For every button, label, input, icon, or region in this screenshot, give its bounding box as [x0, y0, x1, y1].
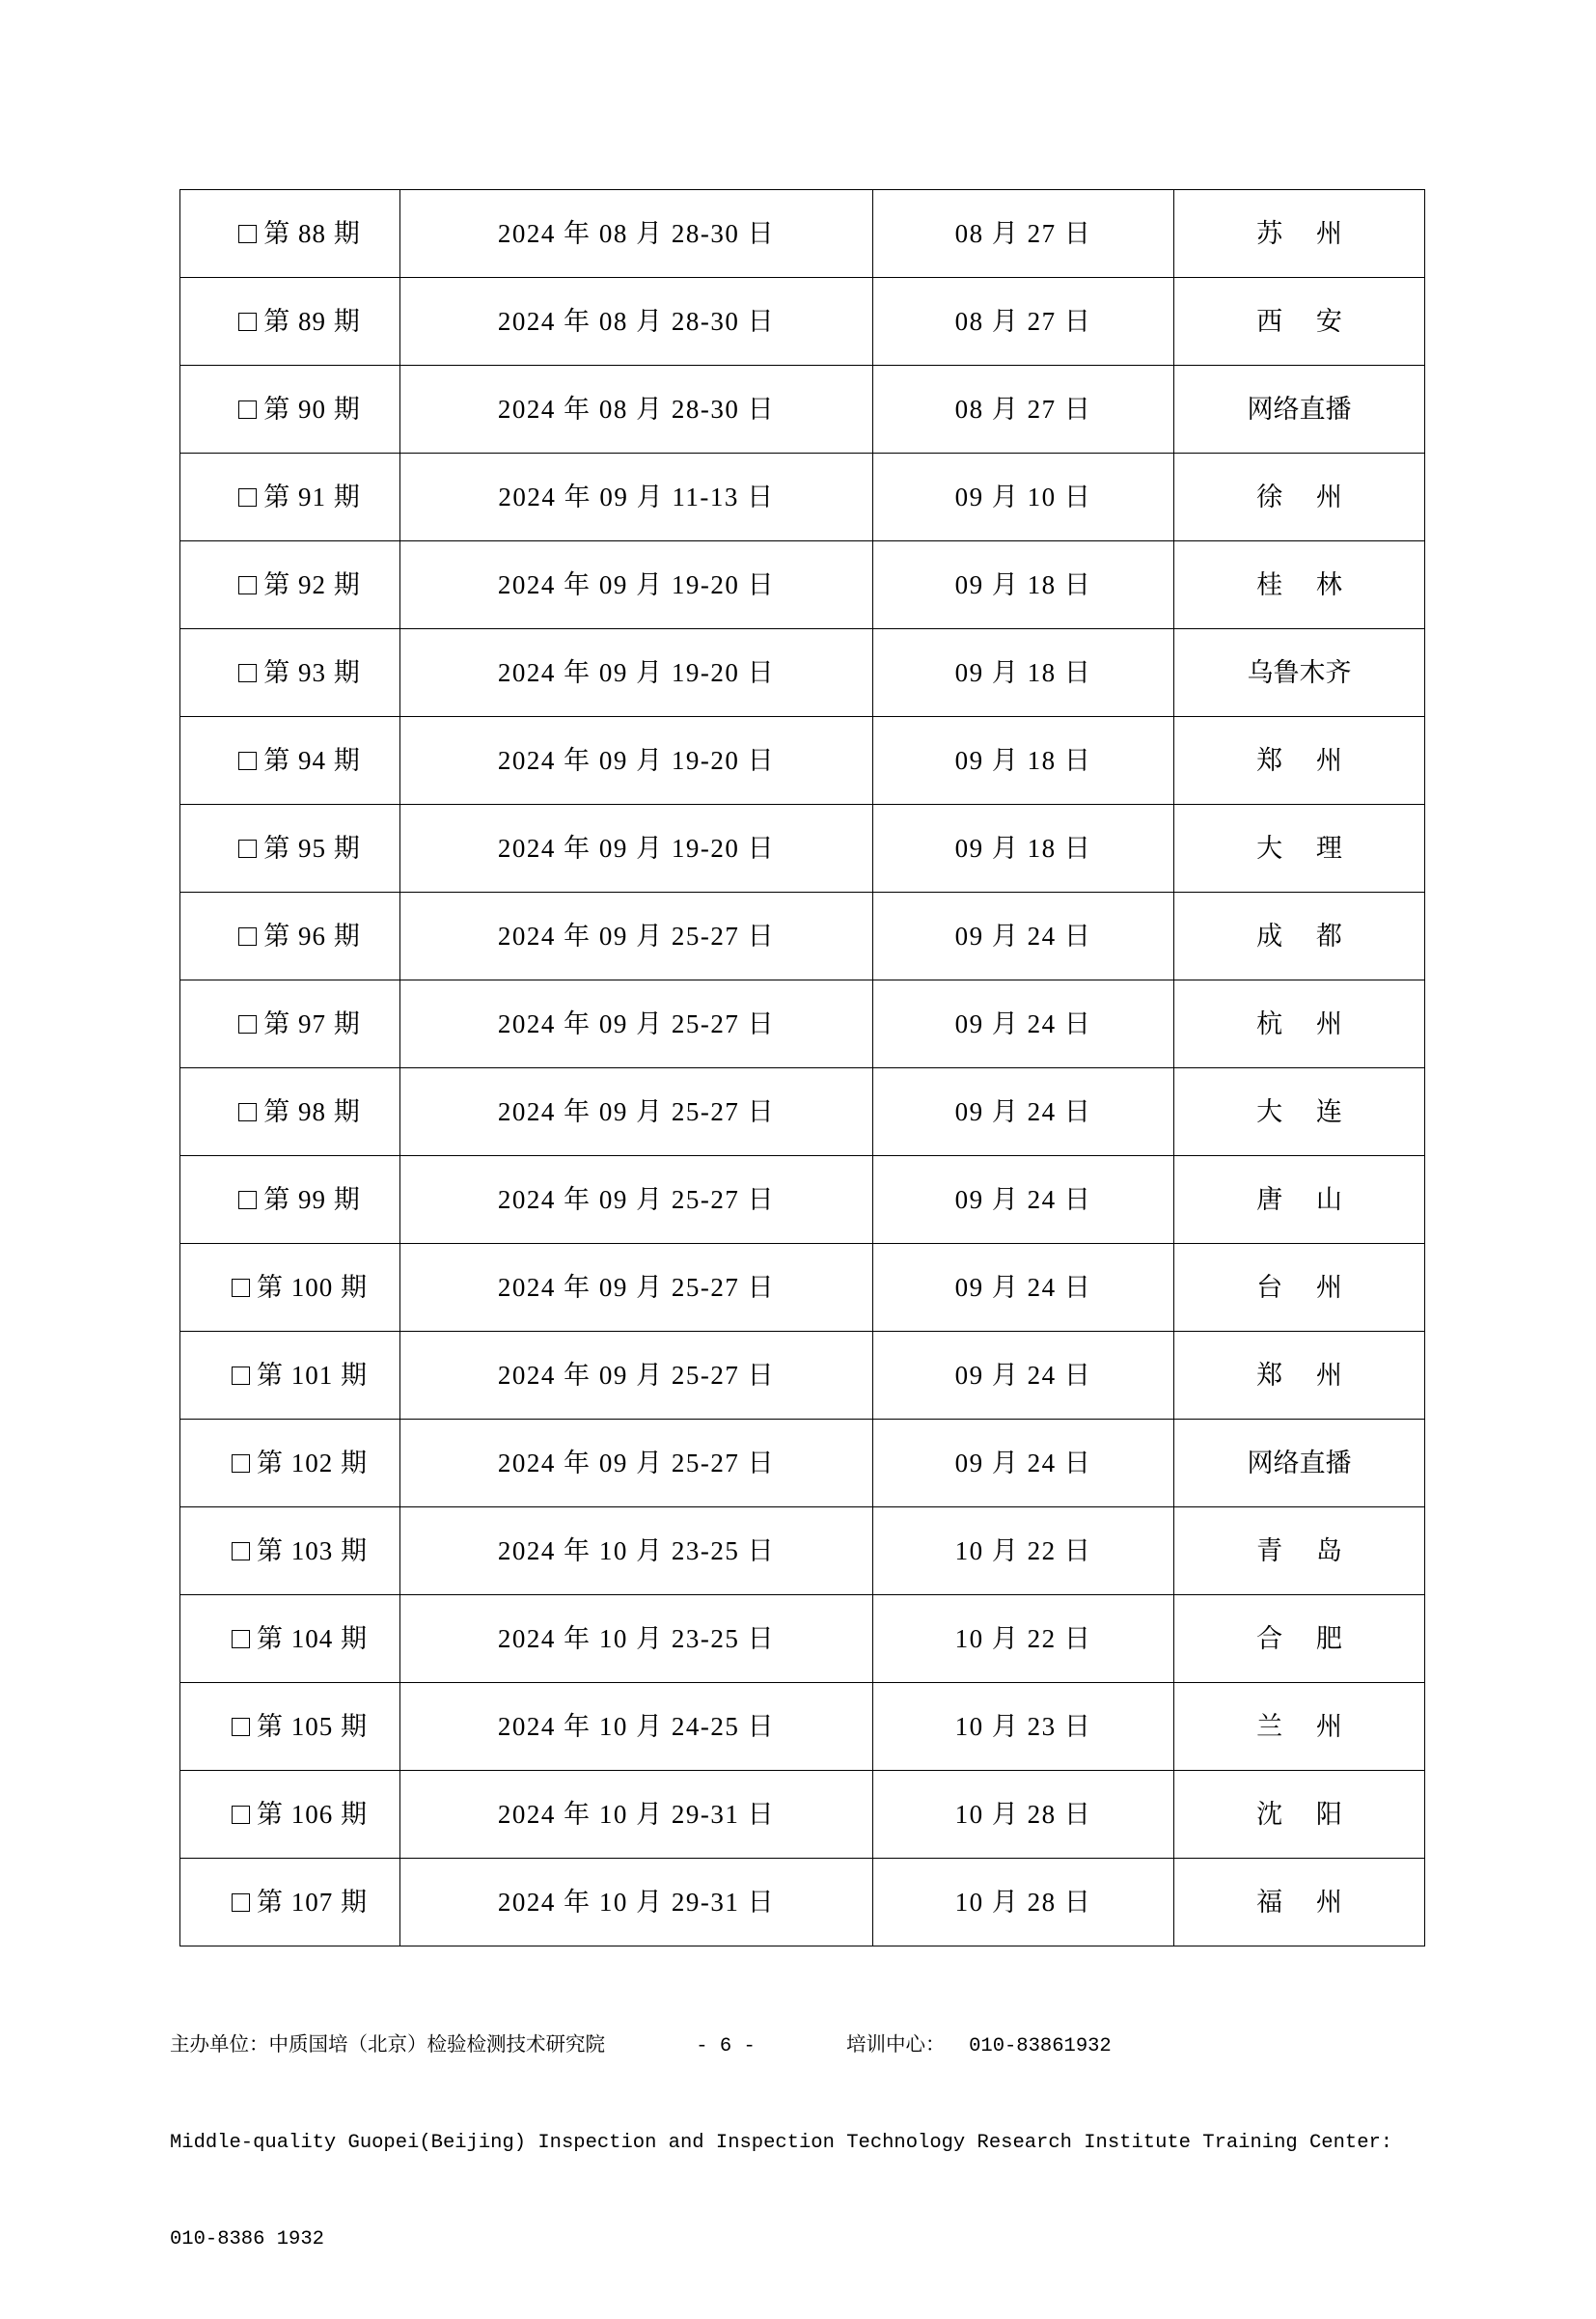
- term-cell: [180, 717, 400, 805]
- report-date-cell: 08 月 27 日: [873, 278, 1174, 366]
- term-cell: [180, 1507, 400, 1595]
- report-date-cell: 10 月 22 日: [873, 1595, 1174, 1683]
- footer-page-number: - 6 -: [696, 2035, 756, 2058]
- city-cell: 唐 山: [1174, 1156, 1425, 1244]
- report-date-cell: 09 月 18 日: [873, 717, 1174, 805]
- report-date-cell: 09 月 24 日: [873, 1068, 1174, 1156]
- table-row: [180, 278, 1425, 366]
- city-cell: 成 都: [1174, 893, 1425, 980]
- term-cell: [180, 1068, 400, 1156]
- city-cell: 郑 州: [1174, 1332, 1425, 1420]
- term-cell: [180, 805, 400, 893]
- term-cell: [180, 278, 400, 366]
- training-dates-cell: 2024 年 09 月 25-27 日: [400, 893, 873, 980]
- report-date-cell: 09 月 18 日: [873, 541, 1174, 629]
- report-date-cell: 09 月 24 日: [873, 893, 1174, 980]
- report-date-cell: 09 月 10 日: [873, 454, 1174, 541]
- term-label: 第 106 期: [257, 1799, 368, 1829]
- term-cell: [180, 454, 400, 541]
- term-label: 第 96 期: [263, 921, 361, 951]
- checkbox-icon[interactable]: [238, 752, 257, 770]
- term-label: 第 94 期: [263, 745, 361, 775]
- training-dates-cell: 2024 年 09 月 25-27 日: [400, 1068, 873, 1156]
- checkbox-icon[interactable]: [232, 1454, 250, 1473]
- term-cell: [180, 541, 400, 629]
- city-cell: 合 肥: [1174, 1595, 1425, 1683]
- term-label: 第 90 期: [263, 394, 361, 424]
- term-label: 第 104 期: [257, 1623, 368, 1653]
- term-cell: [180, 1332, 400, 1420]
- term-label: 第 92 期: [263, 569, 361, 599]
- term-cell: [180, 1244, 400, 1332]
- table-row: [180, 1068, 1425, 1156]
- checkbox-icon[interactable]: [238, 576, 257, 594]
- checkbox-icon[interactable]: [232, 1630, 250, 1648]
- checkbox-icon[interactable]: [232, 1893, 250, 1912]
- term-cell: [180, 1683, 400, 1771]
- training-dates-cell: 2024 年 08 月 28-30 日: [400, 278, 873, 366]
- table-row: [180, 629, 1425, 717]
- training-schedule-table-wrapper: [179, 189, 1424, 1946]
- checkbox-icon[interactable]: [238, 1015, 257, 1034]
- checkbox-icon[interactable]: [232, 1367, 250, 1385]
- term-label: 第 103 期: [257, 1535, 368, 1565]
- table-row: [180, 893, 1425, 980]
- term-cell: [180, 1771, 400, 1859]
- report-date-cell: 10 月 28 日: [873, 1771, 1174, 1859]
- checkbox-icon[interactable]: [232, 1806, 250, 1824]
- report-date-cell: 10 月 28 日: [873, 1859, 1174, 1946]
- term-label: 第 98 期: [263, 1096, 361, 1126]
- city-cell: 徐 州: [1174, 454, 1425, 541]
- term-cell: [180, 980, 400, 1068]
- training-dates-cell: 2024 年 09 月 25-27 日: [400, 1156, 873, 1244]
- term-cell: [180, 1420, 400, 1507]
- table-row: [180, 1420, 1425, 1507]
- city-cell: 苏 州: [1174, 190, 1425, 278]
- checkbox-icon[interactable]: [238, 927, 257, 946]
- footer-training-center: 培训中心： 010-83861932: [846, 2035, 1112, 2058]
- report-date-cell: 08 月 27 日: [873, 190, 1174, 278]
- term-label: 第 101 期: [257, 1360, 368, 1390]
- training-dates-cell: 2024 年 09 月 25-27 日: [400, 1332, 873, 1420]
- checkbox-icon[interactable]: [232, 1718, 250, 1736]
- training-dates-cell: 2024 年 09 月 25-27 日: [400, 1244, 873, 1332]
- table-row: [180, 1859, 1425, 1946]
- report-date-cell: 09 月 24 日: [873, 1420, 1174, 1507]
- term-label: 第 93 期: [263, 657, 361, 687]
- training-dates-cell: 2024 年 09 月 25-27 日: [400, 980, 873, 1068]
- city-cell: 台 州: [1174, 1244, 1425, 1332]
- city-cell: 青 岛: [1174, 1507, 1425, 1595]
- training-dates-cell: 2024 年 10 月 24-25 日: [400, 1683, 873, 1771]
- term-label: 第 97 期: [263, 1008, 361, 1038]
- term-label: 第 105 期: [257, 1711, 368, 1741]
- checkbox-icon[interactable]: [238, 664, 257, 682]
- city-cell: 桂 林: [1174, 541, 1425, 629]
- term-cell: [180, 629, 400, 717]
- term-label: 第 88 期: [263, 218, 361, 248]
- report-date-cell: 08 月 27 日: [873, 366, 1174, 454]
- checkbox-icon[interactable]: [232, 1279, 250, 1297]
- report-date-cell: 09 月 24 日: [873, 980, 1174, 1068]
- term-cell: [180, 366, 400, 454]
- term-label: 第 91 期: [263, 482, 361, 511]
- checkbox-icon[interactable]: [238, 1103, 257, 1121]
- city-cell: 郑 州: [1174, 717, 1425, 805]
- footer-english-line: Middle-quality Guopei(Beijing) Inspection and Inspection Technology Research Institute Training Center:: [170, 2132, 1393, 2155]
- table-row: [180, 1156, 1425, 1244]
- table-row: [180, 1771, 1425, 1859]
- report-date-cell: 09 月 18 日: [873, 629, 1174, 717]
- term-cell: [180, 1595, 400, 1683]
- checkbox-icon[interactable]: [238, 488, 257, 507]
- report-date-cell: 09 月 24 日: [873, 1332, 1174, 1420]
- city-cell: 乌鲁木齐: [1174, 629, 1425, 717]
- training-dates-cell: 2024 年 09 月 19-20 日: [400, 629, 873, 717]
- training-dates-cell: 2024 年 10 月 23-25 日: [400, 1507, 873, 1595]
- training-dates-cell: 2024 年 09 月 19-20 日: [400, 717, 873, 805]
- term-cell: [180, 190, 400, 278]
- table-row: [180, 1595, 1425, 1683]
- table-row: [180, 1332, 1425, 1420]
- city-cell: 网络直播: [1174, 1420, 1425, 1507]
- table-row: [180, 1683, 1425, 1771]
- city-cell: 兰 州: [1174, 1683, 1425, 1771]
- training-dates-cell: 2024 年 10 月 23-25 日: [400, 1595, 873, 1683]
- checkbox-icon[interactable]: [238, 840, 257, 858]
- checkbox-icon[interactable]: [232, 1542, 250, 1560]
- footer-line-1: [170, 2030, 1444, 2062]
- training-dates-cell: 2024 年 09 月 19-20 日: [400, 541, 873, 629]
- training-dates-cell: 2024 年 09 月 25-27 日: [400, 1420, 873, 1507]
- table-row: [180, 805, 1425, 893]
- checkbox-icon[interactable]: [238, 400, 257, 419]
- footer-phone-line: 010-8386 1932: [170, 2227, 324, 2250]
- city-cell: 福 州: [1174, 1859, 1425, 1946]
- checkbox-icon[interactable]: [238, 313, 257, 331]
- city-cell: 大 连: [1174, 1068, 1425, 1156]
- table-row: [180, 717, 1425, 805]
- report-date-cell: 09 月 24 日: [873, 1244, 1174, 1332]
- term-label: 第 100 期: [257, 1272, 368, 1302]
- table-row: [180, 1507, 1425, 1595]
- training-dates-cell: 2024 年 09 月 19-20 日: [400, 805, 873, 893]
- city-cell: 沈 阳: [1174, 1771, 1425, 1859]
- report-date-cell: 10 月 23 日: [873, 1683, 1174, 1771]
- table-row: [180, 980, 1425, 1068]
- report-date-cell: 09 月 18 日: [873, 805, 1174, 893]
- term-label: 第 95 期: [263, 833, 361, 863]
- training-schedule-body: [180, 190, 1425, 1946]
- city-cell: 网络直播: [1174, 366, 1425, 454]
- report-date-cell: 09 月 24 日: [873, 1156, 1174, 1244]
- city-cell: 大 理: [1174, 805, 1425, 893]
- training-dates-cell: 2024 年 08 月 28-30 日: [400, 366, 873, 454]
- training-dates-cell: 2024 年 09 月 11-13 日: [400, 454, 873, 541]
- page-footer: [170, 1967, 1444, 2319]
- term-label: 第 102 期: [257, 1448, 368, 1477]
- term-label: 第 99 期: [263, 1184, 361, 1214]
- training-schedule-table: [179, 189, 1425, 1946]
- training-dates-cell: 2024 年 10 月 29-31 日: [400, 1859, 873, 1946]
- term-label: 第 89 期: [263, 306, 361, 336]
- city-cell: 西 安: [1174, 278, 1425, 366]
- term-cell: [180, 1859, 400, 1946]
- city-cell: 杭 州: [1174, 980, 1425, 1068]
- term-cell: [180, 1156, 400, 1244]
- training-dates-cell: 2024 年 10 月 29-31 日: [400, 1771, 873, 1859]
- table-row: [180, 541, 1425, 629]
- checkbox-icon[interactable]: [238, 225, 257, 243]
- report-date-cell: 10 月 22 日: [873, 1507, 1174, 1595]
- table-row: [180, 366, 1425, 454]
- table-row: [180, 454, 1425, 541]
- table-row: [180, 1244, 1425, 1332]
- checkbox-icon[interactable]: [238, 1191, 257, 1209]
- table-row: [180, 190, 1425, 278]
- training-dates-cell: 2024 年 08 月 28-30 日: [400, 190, 873, 278]
- footer-organizer: 主办单位：中质国培（北京）检验检测技术研究院: [170, 2035, 605, 2058]
- term-cell: [180, 893, 400, 980]
- term-label: 第 107 期: [257, 1887, 368, 1917]
